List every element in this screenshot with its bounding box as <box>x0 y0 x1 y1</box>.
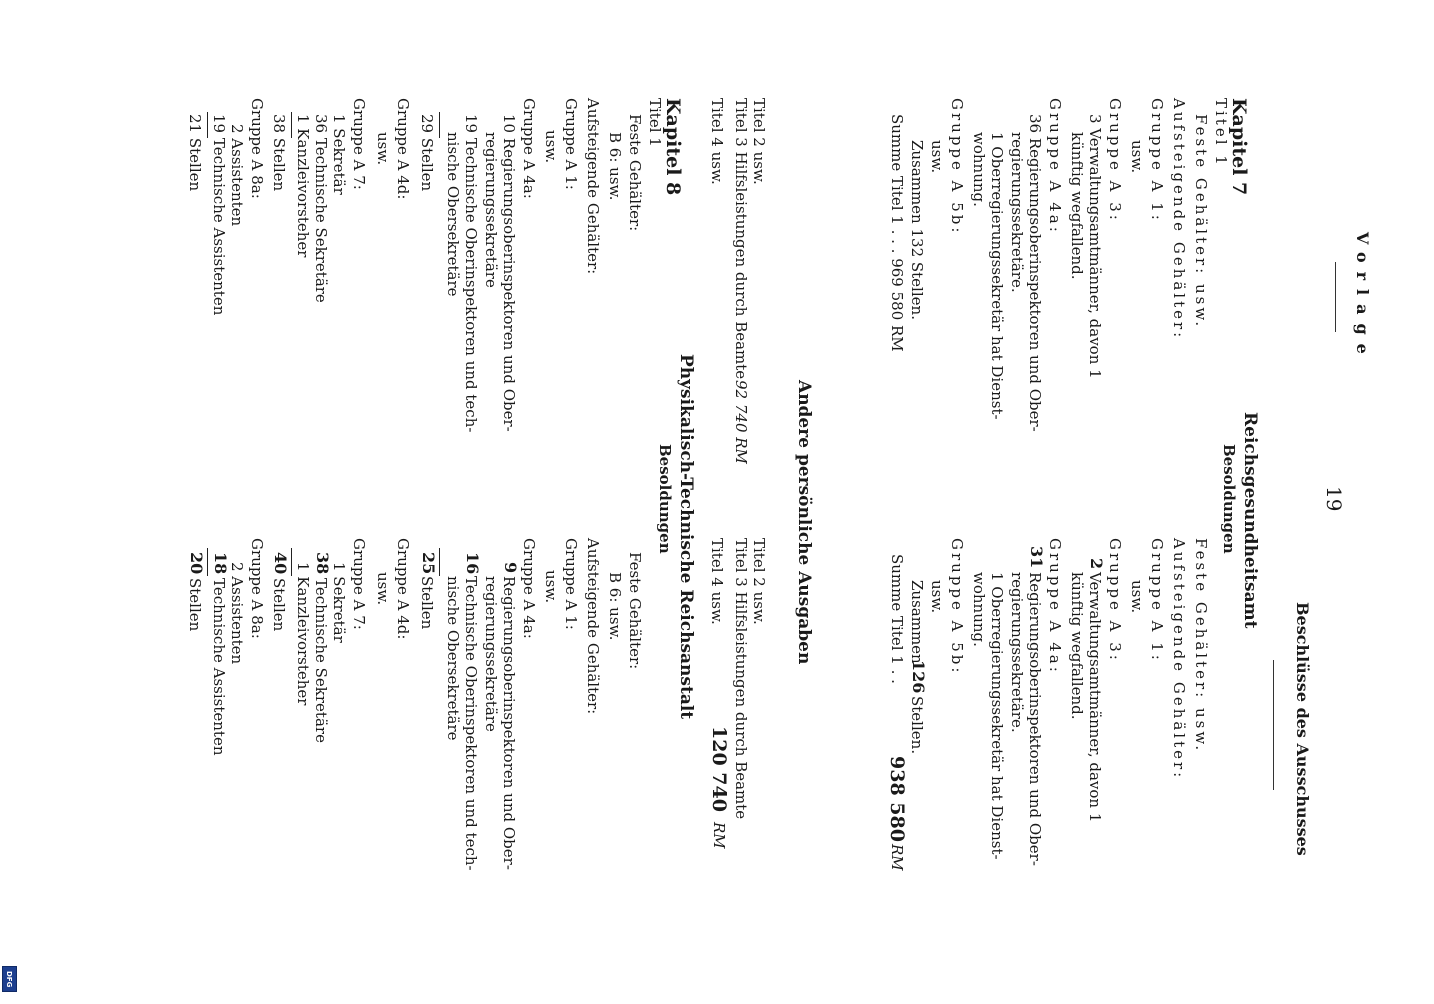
left-summe-titel-1: Summe Titel 1 . . . 969 580 RM <box>888 114 906 352</box>
left-ch8-a8a-rule <box>207 112 208 138</box>
right-titel-3-unit: RM <box>710 822 728 849</box>
right-a4a-line1: Regierungsoberinspektoren und Ober- <box>1026 572 1044 866</box>
right-ch8-a4a-line4: nische Obersekretäre <box>444 576 462 741</box>
right-ch8-a4a-line3: Technische Oberinspektoren und tech- <box>462 576 480 871</box>
left-ch8-gruppe-a4d: Gruppe A 4d: <box>394 98 412 200</box>
right-ch8-a7-sum-number: 40 <box>271 552 290 575</box>
right-ch8-a8a-number2: 18 <box>211 552 230 575</box>
right-ch8-a7-rule <box>291 548 292 576</box>
left-ch8-a4a-line3: 19 Technische Oberinspektoren und tech- <box>462 114 480 433</box>
right-ch8-gruppe-a7: Gruppe A 7: <box>350 538 368 630</box>
right-ch8-b6: B 6: usw. <box>606 572 624 641</box>
left-ch8-a4a-rule <box>439 112 440 138</box>
right-ch8-a4a-line2: regierungssekretäre <box>482 576 500 732</box>
heading-besoldungen-ch7: Besoldungen <box>1220 444 1238 554</box>
right-summe-label: Summe Titel 1 . . <box>888 554 906 684</box>
left-ch8-a4a-line2: regierungssekretäre <box>482 132 500 288</box>
right-a4a-line4: wohnung. <box>970 572 988 647</box>
left-usw-2: usw. <box>928 140 946 174</box>
right-a3-line1: Verwaltungsamtmänner, davon 1 <box>1086 572 1104 823</box>
right-ch8-a4a-number1: 9 <box>501 562 520 574</box>
left-ch8-feste: Feste Gehälter: <box>626 114 644 232</box>
left-ch8-a4a-line1: 10 Regierungsoberinspektoren und Ober- <box>500 114 518 432</box>
right-ch8-aufsteigende: Aufsteigende Gehälter: <box>584 538 602 715</box>
right-usw-2: usw. <box>928 580 946 614</box>
right-ch8-gruppe-a8a: Gruppe A 8a: <box>248 538 266 639</box>
chapter-8-title: Kapitel 8 <box>662 98 684 196</box>
right-a4a-number: 31 <box>1027 546 1046 569</box>
right-usw-1: usw. <box>1128 580 1146 614</box>
right-zusammen-label: Zusammen <box>908 580 926 664</box>
right-column-header: Beschlüsse des Ausschusses <box>1293 602 1312 856</box>
left-gruppe-a3: Gruppe A 3: <box>1106 98 1124 223</box>
right-a3-number: 2 <box>1087 558 1106 570</box>
left-ch8-a7-sum: 38 Stellen <box>270 114 288 192</box>
left-titel-1: Titel 1 <box>1212 98 1230 168</box>
right-zusammen-stellen: Stellen. <box>908 696 926 755</box>
chapter-7-title: Kapitel 7 <box>1228 98 1250 196</box>
right-feste-gehaelter: Feste Gehälter: usw. <box>1192 538 1210 754</box>
right-ch8-usw-2: usw. <box>374 572 392 606</box>
right-a4a-line2: regierungssekretäre. <box>1008 572 1026 733</box>
left-feste-gehaelter: Feste Gehälter: usw. <box>1192 114 1210 330</box>
right-ch8-a4a-number2: 16 <box>463 552 482 575</box>
left-a4a-line2: regierungssekretäre. <box>1008 132 1026 293</box>
right-ch8-a7-sum: Stellen <box>270 578 288 632</box>
left-a3-line2: künftig wegfallend. <box>1068 132 1086 280</box>
right-gruppe-a3: Gruppe A 3: <box>1106 538 1124 663</box>
left-a4a-line4: wohnung. <box>970 132 988 207</box>
right-zusammen-number: 126 <box>909 660 928 694</box>
right-aufsteigende: Aufsteigende Gehälter: <box>1170 538 1188 781</box>
left-ch8-gruppe-a8a: Gruppe A 8a: <box>248 98 266 199</box>
left-ch8-a8a-sum: 21 Stellen <box>186 114 204 192</box>
left-ch8-a4a-line4: nische Obersekretäre <box>444 132 462 297</box>
left-a4a-line3: 1 Oberregierungssekretär hat Dienst- <box>988 132 1006 420</box>
left-ch8-usw-1: usw. <box>542 130 560 164</box>
left-gruppe-a1: Gruppe A 1: <box>1148 98 1166 223</box>
left-gruppe-a5b: Gruppe A 5b: <box>948 98 966 236</box>
right-ch8-a7-line3: 1 Kanzleivorsteher <box>294 562 312 706</box>
right-titel-3-value: 120 740 <box>708 726 730 812</box>
left-ch8-titel-1: Titel 1 <box>646 98 664 147</box>
right-a4a-line3: 1 Oberregierungssekretär hat Dienst- <box>988 572 1006 860</box>
right-ch8-a8a-line1: 2 Assistenten <box>228 562 246 665</box>
digitization-footer <box>0 606 18 996</box>
left-usw-1: usw. <box>1128 140 1146 174</box>
left-column-header: Vorlage <box>1353 232 1372 363</box>
right-summe-value: 938 580 <box>886 756 908 842</box>
dfg-logo <box>2 966 17 992</box>
right-ch8-a4a-rule <box>439 548 440 576</box>
right-ch8-a7-number2: 38 <box>313 552 332 575</box>
left-ch8-a7-line1: 1 Sekretär <box>330 114 348 195</box>
right-a3-line2: künftig wegfallend. <box>1068 572 1086 720</box>
right-gruppe-a1: Gruppe A 1: <box>1148 538 1166 663</box>
left-ch8-gruppe-a4a: Gruppe A 4a: <box>520 98 538 199</box>
right-ch8-a7-line1: 1 Sekretär <box>330 562 348 643</box>
heading-reichsgesundheitsamt: Reichsgesundheitsamt <box>1240 412 1260 629</box>
left-titel-3: Titel 3 Hilfsleistungen durch Beamte <box>732 98 750 380</box>
heading-physikalisch-technische: Physikalisch-Technische Reichsanstalt <box>676 354 696 720</box>
right-ch8-a4a-sum: Stellen <box>418 576 436 630</box>
left-ch8-b6: B 6: usw. <box>606 132 624 201</box>
left-ch8-a7-rule <box>291 112 292 138</box>
left-a3-line1: 3 Verwaltungsamtmänner, davon 1 <box>1086 114 1104 379</box>
right-titel-2: Titel 2 usw. <box>750 538 768 625</box>
right-ch8-a8a-sum: Stellen <box>186 578 204 632</box>
right-titel-4: Titel 4 usw. <box>708 538 726 625</box>
right-ch8-a8a-line2: Technische Assistenten <box>210 578 228 756</box>
left-titel-3-value: 92 740 RM <box>732 380 750 464</box>
right-ch8-a7-line2: Technische Sekretäre <box>312 578 330 743</box>
right-gruppe-a4a: Gruppe A 4a: <box>1046 538 1064 675</box>
left-titel-2: Titel 2 usw. <box>750 98 768 185</box>
right-ch8-a8a-rule <box>207 548 208 576</box>
page-number: 19 <box>1322 486 1346 512</box>
left-ch8-a8a-line1: 2 Assistenten <box>228 124 246 227</box>
right-ch8-gruppe-a1: Gruppe A 1: <box>562 538 580 630</box>
right-ch8-a4a-sum-number: 25 <box>419 552 438 575</box>
heading-besoldungen-ch8: Besoldungen <box>656 444 674 554</box>
left-ch8-a8a-line2: 19 Technische Assistenten <box>210 114 228 316</box>
dfg-logo-text: DFG <box>5 971 13 988</box>
left-ch8-gruppe-a1: Gruppe A 1: <box>562 98 580 190</box>
right-ch8-feste: Feste Gehälter: <box>626 552 644 670</box>
left-zusammen: Zusammen 132 Stellen. <box>908 140 926 320</box>
heading-andere-ausgaben: Andere persönliche Ausgaben <box>794 380 814 665</box>
right-ch8-a8a-sum-number: 20 <box>187 552 206 575</box>
right-titel-3: Titel 3 Hilfsleistungen durch Beamte <box>732 538 750 820</box>
right-ch8-a4a-line1: Regierungsoberinspektoren und Ober- <box>500 576 518 870</box>
left-header-rule <box>1335 262 1336 332</box>
left-ch8-gruppe-a7: Gruppe A 7: <box>350 98 368 190</box>
right-ch8-gruppe-a4d: Gruppe A 4d: <box>394 538 412 640</box>
left-ch8-a7-line2: 36 Technische Sekretäre <box>312 114 330 303</box>
left-gruppe-a4a: Gruppe A 4a: <box>1046 98 1064 235</box>
right-gruppe-a5b: Gruppe A 5b: <box>948 538 966 676</box>
left-aufsteigende: Aufsteigende Gehälter: <box>1170 98 1188 341</box>
left-titel-4: Titel 4 usw. <box>708 98 726 185</box>
right-summe-unit: RM <box>888 844 906 871</box>
left-ch8-aufsteigende: Aufsteigende Gehälter: <box>584 98 602 275</box>
left-ch8-a4a-sum: 29 Stellen <box>418 114 436 192</box>
left-a4a-line1: 36 Regierungsoberinspektoren und Ober- <box>1026 114 1044 432</box>
right-ch8-usw-1: usw. <box>542 570 560 604</box>
left-ch8-usw-2: usw. <box>374 132 392 166</box>
right-header-rule <box>1273 660 1274 790</box>
left-ch8-a7-line3: 1 Kanzleivorsteher <box>294 114 312 258</box>
right-ch8-gruppe-a4a: Gruppe A 4a: <box>520 538 538 639</box>
